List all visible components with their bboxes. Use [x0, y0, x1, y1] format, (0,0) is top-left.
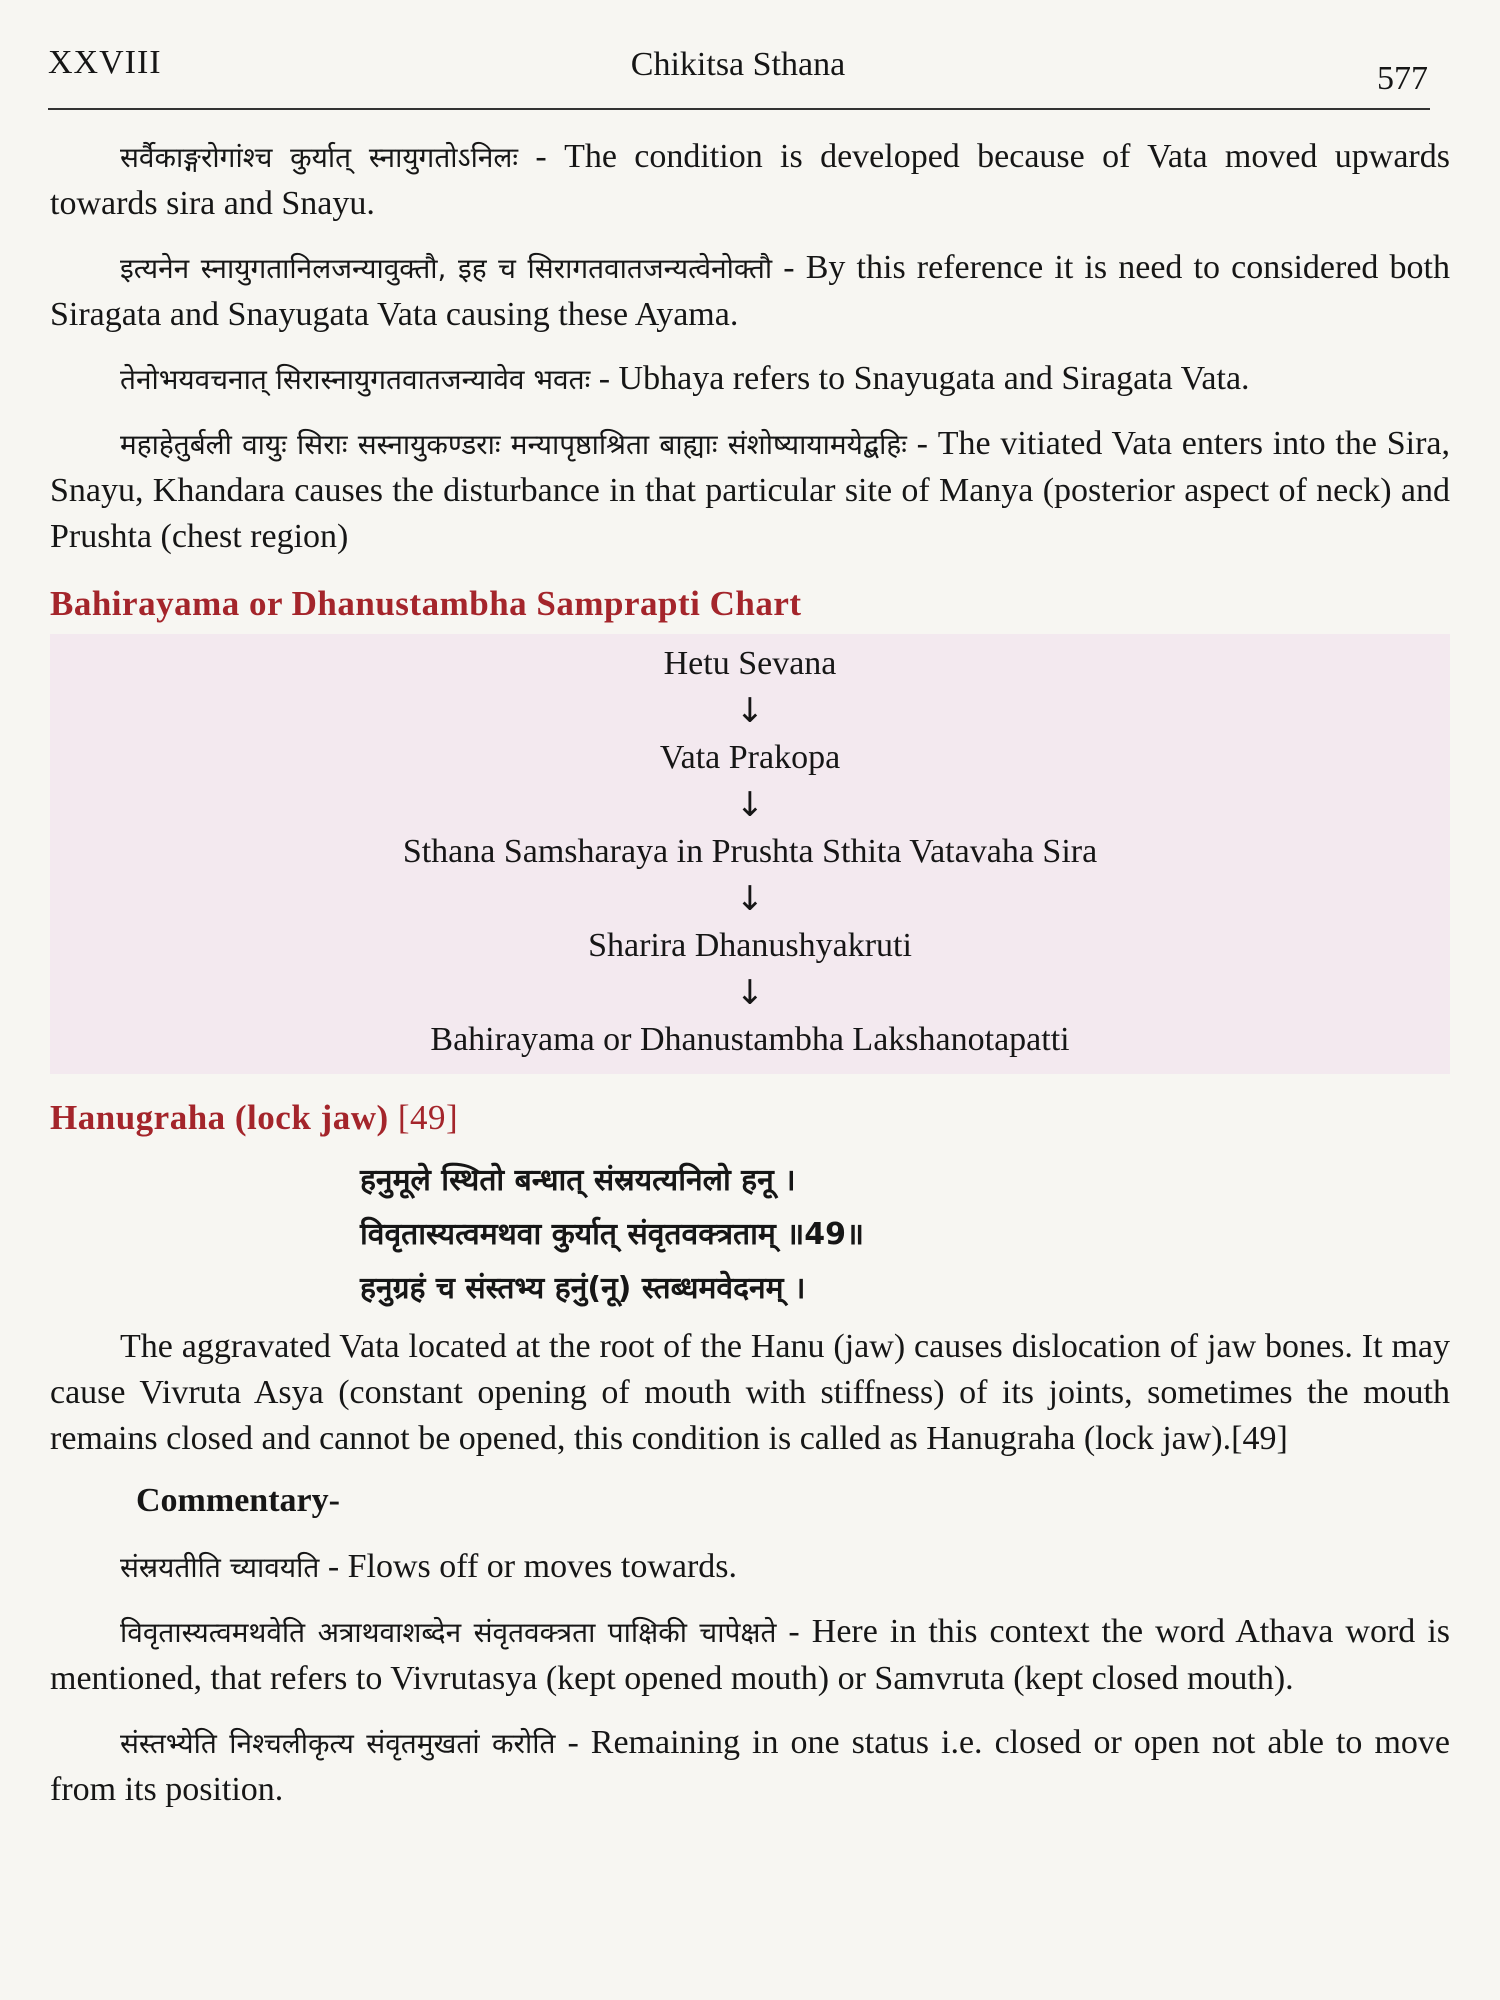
english-gloss: - The condition is developed because of Vata moved upwards towards sira and Snayu. — [50, 138, 1450, 222]
flow-node: Sthana Samsharaya in Prushta Sthita Vatavaha Sira — [402, 833, 1098, 870]
header-divider — [48, 108, 1430, 110]
running-title: Chikitsa Sthana — [630, 46, 846, 83]
sanskrit-phrase: सर्वैकाङ्गरोगांश्च कुर्यात् स्नायुगतोऽनिलः — [120, 141, 519, 174]
down-arrow-icon: ↓ — [735, 691, 765, 731]
down-arrow-icon: ↓ — [735, 879, 765, 919]
samprapti-flowchart — [50, 634, 1450, 1074]
verse-line: विवृतास्यत्वमथवा कुर्यात् संवृतवक्त्रताम् ॥49॥ — [360, 1217, 864, 1252]
english-gloss: - The vitiated Vata enters into the Sira, Snayu, Khandara causes the disturbance in that particular site of Manya (posterior aspect of neck) and Prushta (chest region) — [50, 425, 1451, 555]
sanskrit-phrase: संस्रयतीति च्यावयति — [120, 1551, 320, 1584]
commentary-item-1 — [50, 1544, 1450, 1591]
verse-reference: [49] — [397, 1098, 459, 1137]
page-header — [48, 38, 1428, 108]
sanskrit-phrase: महाहेतुर्बली वायुः सिराः सस्नायुकण्डराः मन्यापृष्ठाश्रिता बाह्याः संशोष्यायामयेद्बहिः — [120, 428, 907, 461]
down-arrow-icon: ↓ — [735, 973, 765, 1013]
english-gloss: - Ubhaya refers to Snayugata and Siragata Vata. — [590, 360, 1250, 397]
english-gloss: - Flows off or moves towards. — [319, 1548, 738, 1585]
page-content — [50, 134, 1450, 1813]
commentary-item-2 — [50, 1609, 1450, 1702]
verse-line: हनुमूले स्थितो बन्धात् संस्रयत्यनिलो हनू । — [360, 1163, 796, 1198]
english-gloss: - Remaining in one status i.e. closed or open not able to move from its position. — [50, 1724, 1450, 1808]
sanskrit-phrase: संस्तभ्येति निश्चलीकृत्य संवृतमुखतां करोति — [120, 1727, 556, 1760]
sanskrit-phrase: इत्यनेन स्नायुगतानिलजन्यावुक्तौ, इह च सिरागतवातजन्यत्वेनोक्तौ — [120, 252, 773, 285]
flow-node: Bahirayama or Dhanustambha Lakshanotapatti — [430, 1021, 1070, 1058]
english-gloss: - By this reference it is need to considered both Siragata and Snayugata Vata causing these Ayama. — [50, 249, 1450, 333]
commentary-item-3 — [50, 1720, 1450, 1813]
chart-section-heading: Bahirayama or Dhanustambha Samprapti Chart — [50, 584, 802, 623]
intro-paragraph-4 — [50, 421, 1450, 560]
verse-translation: The aggravated Vata located at the root of the Hanu (jaw) causes dislocation of jaw bones. It may cause Vivruta Asya (constant opening of mouth with stiffness) of its joints, sometimes the mouth remains closed and cannot be opened, this condition is called as Hanugraha (lock jaw).[49] — [50, 1328, 1450, 1457]
verse-line: हनुग्रहं च संस्तभ्य हनुं(नू) स्तब्धमवेदनम् । — [360, 1271, 806, 1306]
hanugraha-heading — [50, 1092, 1450, 1144]
commentary-heading: Commentary- — [136, 1482, 340, 1519]
hanugraha-title: Hanugraha (lock jaw) — [50, 1098, 389, 1137]
flow-node: Hetu Sevana — [663, 645, 837, 682]
sanskrit-phrase: तेनोभयवचनात् सिरास्नायुगतवातजन्यावेव भवतः — [120, 363, 591, 396]
intro-paragraph-2 — [50, 245, 1450, 338]
flow-node: Sharira Dhanushyakruti — [588, 927, 912, 964]
flow-node: Vata Prakopa — [659, 739, 841, 776]
intro-paragraph-1 — [50, 134, 1450, 227]
chapter-number: XXVIII — [48, 44, 162, 81]
intro-paragraph-3 — [50, 356, 1450, 403]
down-arrow-icon: ↓ — [735, 785, 765, 825]
sanskrit-phrase: विवृतास्यत्वमथवेति अत्राथवाशब्देन संवृतवक्त्रता पाक्षिकी चापेक्षते — [120, 1616, 777, 1649]
sanskrit-verse — [360, 1154, 1450, 1316]
english-gloss: - Here in this context the word Athava word is mentioned, that refers to Vivrutasya (kept opened mouth) or Samvruta (kept closed mouth). — [50, 1613, 1451, 1697]
page-number: 577 — [1377, 60, 1428, 97]
